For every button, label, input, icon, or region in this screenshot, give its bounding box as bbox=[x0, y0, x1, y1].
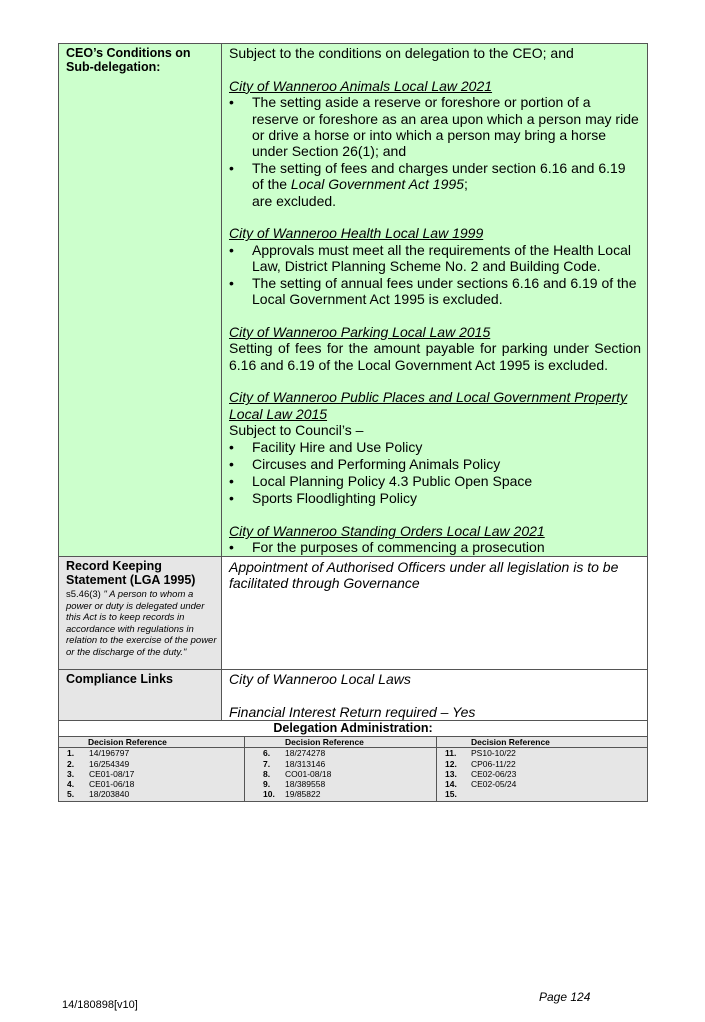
document-reference: 14/180898[v10] bbox=[62, 999, 138, 1011]
list-item-text: The setting of fees and charges under section 6.16 and 6.19 of the bbox=[252, 159, 626, 193]
record-keeping-legislation bbox=[59, 587, 221, 661]
ref-value: CE01-08/17 bbox=[89, 768, 135, 779]
ref-number: 13. bbox=[445, 768, 457, 779]
ref-value: PS10-10/22 bbox=[471, 748, 516, 759]
list-item bbox=[245, 789, 436, 799]
list-item: • For the purposes of commencing a prosecution bbox=[229, 539, 641, 555]
list-item-text: ; bbox=[463, 176, 468, 193]
list-item bbox=[245, 759, 436, 769]
public-places-law-title: City of Wanneroo Public Places and Local Government Property Local Law 2015 bbox=[229, 389, 628, 422]
page-number: Page 124 bbox=[539, 990, 591, 1004]
list-item: • Approvals must meet all the requirements of the Health Local Law, District Planning Scheme No. 2 and Building Code. bbox=[229, 242, 641, 275]
ref-number: 2. bbox=[67, 758, 75, 769]
list-item: • Local Planning Policy 4.3 Public Open Space bbox=[229, 473, 641, 490]
parking-law-title: City of Wanneroo Parking Local Law 2015 bbox=[229, 323, 491, 340]
list-item bbox=[437, 759, 647, 769]
column-header: Decision Reference bbox=[245, 737, 436, 748]
ref-number: 1. bbox=[67, 748, 75, 759]
public-places-subject: Subject to Council’s – bbox=[229, 422, 364, 439]
decision-reference-grid bbox=[59, 736, 647, 800]
ref-number: 15. bbox=[445, 789, 457, 800]
ref-value: 18/313146 bbox=[285, 758, 326, 769]
list-item bbox=[59, 779, 244, 789]
column-header: Decision Reference bbox=[437, 737, 647, 748]
ref-number: 5. bbox=[67, 789, 75, 800]
ref-value: CO01-08/18 bbox=[285, 768, 332, 779]
column-header: Decision Reference bbox=[59, 737, 244, 748]
ref-value: 16/254349 bbox=[89, 758, 130, 769]
list-item: • Circuses and Performing Animals Policy bbox=[229, 456, 641, 473]
local-laws-link[interactable]: City of Wanneroo Local Laws bbox=[229, 671, 411, 687]
ref-value: CE01-06/18 bbox=[89, 779, 135, 790]
ref-number: 9. bbox=[263, 779, 271, 790]
ref-value: 19/85822 bbox=[285, 789, 321, 800]
decision-column bbox=[437, 737, 647, 800]
animals-law-title: City of Wanneroo Animals Local Law 2021 bbox=[229, 77, 493, 94]
ref-number: 10. bbox=[263, 789, 275, 800]
ref-number: 6. bbox=[263, 748, 271, 759]
list-item bbox=[437, 789, 647, 799]
admin-cell bbox=[59, 721, 648, 801]
list-item bbox=[59, 789, 244, 799]
record-keeping-content-cell bbox=[222, 557, 648, 670]
section-reference: s5.46(3) bbox=[66, 589, 104, 600]
excluded-text: are excluded. bbox=[252, 192, 337, 209]
list-item: • Sports Floodlighting Policy bbox=[229, 490, 641, 507]
ref-number: 12. bbox=[445, 758, 457, 769]
record-keeping-text: Appointment of Authorised Officers under all legislation is to be facilitated through Governance bbox=[229, 559, 619, 592]
list-item bbox=[245, 748, 436, 758]
list-item bbox=[59, 748, 244, 758]
public-places-policy-list bbox=[229, 439, 641, 507]
decision-column bbox=[245, 737, 437, 800]
list-item: • Facility Hire and Use Policy bbox=[229, 439, 641, 456]
ref-value: CE02-05/24 bbox=[471, 779, 517, 790]
list-item bbox=[59, 769, 244, 779]
financial-interest-text: Financial Interest Return required – Yes bbox=[229, 703, 476, 720]
list-item bbox=[437, 748, 647, 758]
ref-number: 11. bbox=[445, 748, 457, 759]
conditions-intro: Subject to the conditions on delegation to the CEO; and bbox=[229, 45, 574, 61]
list-item bbox=[437, 769, 647, 779]
list-item: • The setting aside a reserve or foreshore or portion of a reserve or foreshore as an area upon which a person may ride or drive a horse or into which a person may bring a horse under Section 26(1); and bbox=[229, 94, 641, 160]
conditions-label: CEO’s Conditions on Sub-delegation: bbox=[66, 46, 191, 74]
ref-number: 7. bbox=[263, 758, 271, 769]
standing-orders-law-title: City of Wanneroo Standing Orders Local Law 2021 bbox=[229, 523, 545, 540]
compliance-label-cell bbox=[59, 670, 222, 721]
animals-law-list bbox=[229, 94, 641, 209]
decision-column bbox=[59, 737, 245, 800]
ref-value: 18/389558 bbox=[285, 779, 326, 790]
ref-number: 14. bbox=[445, 779, 457, 790]
ref-value: CE02-06/23 bbox=[471, 768, 517, 779]
ref-value: CP06-11/22 bbox=[471, 758, 516, 769]
list-item bbox=[59, 759, 244, 769]
section-quote: " A person to whom a power or duty is delegated under this Act is to keep records in accordance with regulations in relation to the exercise of the power or the discharge of the duty." bbox=[66, 589, 217, 658]
list-item bbox=[245, 769, 436, 779]
record-keeping-label: Record Keeping Statement (LGA 1995) bbox=[66, 559, 196, 587]
ref-number: 4. bbox=[67, 779, 75, 790]
record-keeping-label-cell bbox=[59, 557, 222, 670]
list-item bbox=[437, 779, 647, 789]
list-item bbox=[229, 160, 641, 209]
compliance-label: Compliance Links bbox=[66, 672, 173, 686]
compliance-content-cell bbox=[222, 670, 648, 721]
list-item: • The setting of annual fees under sections 6.16 and 6.19 of the Local Government Act 1995 is excluded. bbox=[229, 275, 641, 308]
act-name: Local Government Act 1995 bbox=[290, 176, 464, 193]
standing-orders-list bbox=[229, 539, 641, 555]
conditions-content-cell bbox=[222, 44, 648, 557]
ref-value: 18/203840 bbox=[89, 789, 130, 800]
list-item bbox=[245, 779, 436, 789]
health-law-title: City of Wanneroo Health Local Law 1999 bbox=[229, 225, 484, 242]
delegation-table bbox=[58, 43, 648, 802]
ref-value: 18/274278 bbox=[285, 748, 326, 759]
ref-value: 14/196797 bbox=[89, 748, 130, 759]
admin-title: Delegation Administration: bbox=[59, 721, 647, 736]
health-law-list bbox=[229, 242, 641, 308]
ref-number: 3. bbox=[67, 768, 75, 779]
parking-law-text: Setting of fees for the amount payable for parking under Section 6.16 and 6.19 of the Local Government Act 1995 is excluded. bbox=[229, 340, 641, 373]
conditions-label-cell bbox=[59, 44, 222, 557]
ref-number: 8. bbox=[263, 768, 271, 779]
